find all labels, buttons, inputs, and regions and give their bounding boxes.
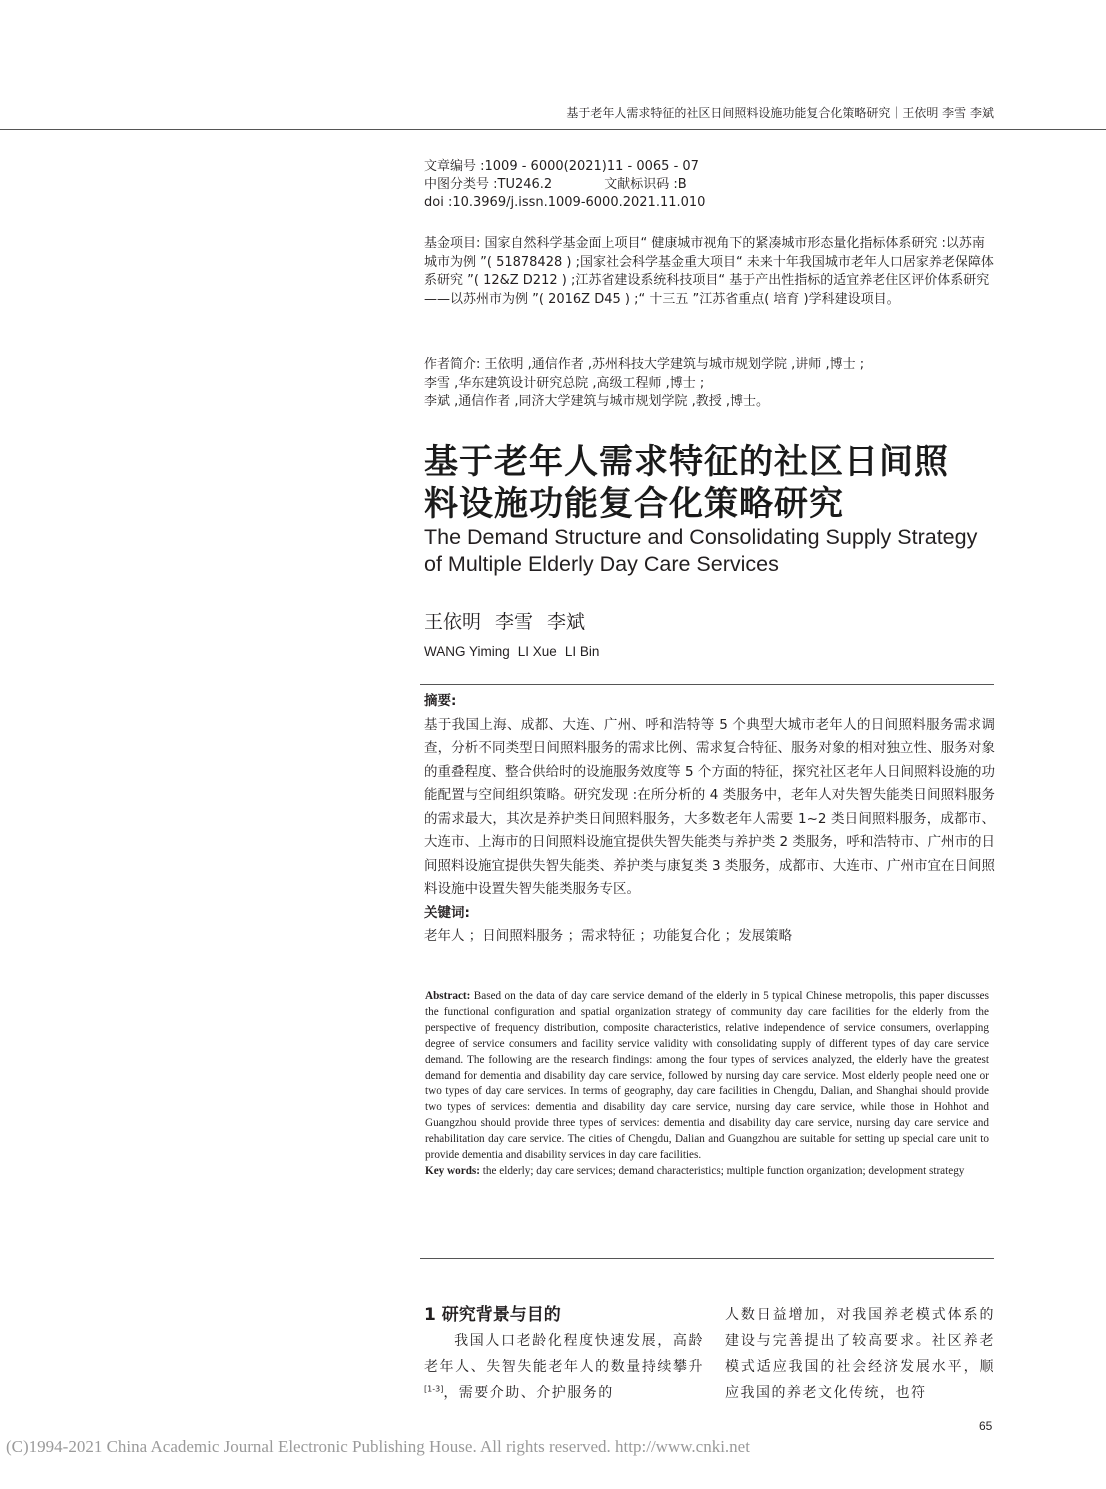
author-name-en: LI Bin	[564, 644, 600, 659]
keywords-en: the elderly; day care services; demand characteristics; multiple function organization; development strategy	[482, 1164, 965, 1177]
author-name-zh: 李斌	[547, 611, 586, 633]
body-text-b: ，需要介助、介护服务的	[443, 1385, 614, 1401]
author-bios	[424, 356, 995, 412]
page-number: 65	[979, 1419, 993, 1433]
author-name-en: WANG Yiming	[424, 644, 510, 659]
author-name-zh: 王依明	[424, 611, 482, 633]
classification-row	[424, 176, 995, 194]
keywords-zh: 老年人 ；日间照料服务 ；需求特征 ；功能复合化 ；发展策略	[424, 928, 793, 944]
abstract-en-label: Abstract:	[425, 990, 471, 1002]
doi: doi :10.3969/j.issn.1009-6000.2021.11.010	[424, 195, 706, 210]
author-name-en: LI Xue	[517, 644, 557, 659]
body-text-a: 我国人口老龄化程度快速发展，高龄老年人、失智失能老年人的数量持续攀升	[424, 1333, 704, 1375]
running-header: 基于老年人需求特征的社区日间照料设施功能复合化策略研究｜王依明 李雪 李斌	[566, 106, 994, 120]
copyright-watermark: (C)1994-2021 China Academic Journal Electronic Publishing House. All rights reserved. http://www.cnki.net	[6, 1437, 750, 1456]
abstract-top-rule	[420, 684, 994, 685]
keywords-en-paragraph	[425, 1164, 989, 1180]
abstract-zh	[424, 690, 995, 949]
keywords-en-label: Key words:	[425, 1164, 480, 1177]
abstract-zh-text: 基于我国上海、成都、大连、广州、呼和浩特等 5 个典型大城市老年人的日间照料服务需求调查，分析不同类型日间照料服务的需求比例、需求复合特征、服务对象的相对独立性、服务对象的重叠程度、整合供给时的设施服务效度等 5 个方面的特征，探究社区老年人日间照料设施的功能配置与空间组织策略。研究发现 :在所分析的 4 类服务中，老年人对失智失能类日间照料服务的需求最大，其次是养护类日间照料服务，大多数老年人需要 1~2 类日间照料服务，成都市、大连市、上海市的日间照料设施宜提供失智失能类与养护类 2 类服务，呼和浩特市、广州市的日间照料设施宜提供失智失能类、养护类与康复类 3 类服务，成都市、大连市、广州市宜在日间照料设施中设置失智失能类服务专区。	[424, 716, 995, 897]
article-meta	[424, 158, 995, 212]
body-text-right-column: 人数日益增加，对我国养老模式体系的建设与完善提出了较高要求。社区养老模式适应我国的社会经济发展水平，顺应我国的养老文化传统，也符	[725, 1307, 995, 1401]
body-text-left-column	[424, 1328, 704, 1406]
abstract-bottom-rule	[420, 1258, 994, 1259]
author-bio-3: 李斌 ,通信作者 ,同济大学建筑与城市规划学院 ,教授 ,博士。	[424, 394, 770, 410]
author-byline-en	[424, 643, 995, 661]
citation-ref: [1-3]	[424, 1384, 444, 1394]
article-number: 文章编号 :1009 - 6000(2021)11 - 0065 - 07	[424, 159, 699, 174]
document-code: 文献标识码 :B	[604, 177, 687, 192]
author-bio-1: 作者简介: 王依明 ,通信作者 ,苏州科技大学建筑与城市规划学院 ,讲师 ,博士 ;	[424, 357, 865, 372]
abstract-en-paragraph	[425, 989, 989, 1164]
paper-title-en	[424, 524, 995, 578]
author-byline-zh	[424, 610, 995, 634]
author-name-zh: 李雪	[495, 611, 534, 633]
clc-number: 中图分类号 :TU246.2	[424, 177, 553, 192]
title-en-line-2: of Multiple Elderly Day Care Services	[424, 552, 779, 576]
abstract-en	[425, 989, 989, 1180]
funding-note: 基金项目: 国家自然科学基金面上项目“ 健康城市视角下的紧凑城市形态量化指标体系研究 :以苏南城市为例 ”( 51878428 ) ;国家社会科学基金重大项目“ 未来十年我国城市老年人口居家养老保障体系研究 ”( 12&Z D212 ) ;江苏省建设系统科技项目“ 基于产出性指标的适宜养老住区评价体系研究——以苏州市为例 ”( 2016Z D45 ) ;“ 十三五 ”江苏省重点( 培育 )学科建设项目。	[424, 236, 994, 307]
author-bio-2: 李雪 ,华东建筑设计研究总院 ,高级工程师 ,博士 ;	[424, 375, 705, 391]
title-zh-line-2: 料设施功能复合化策略研究	[424, 484, 844, 524]
section-heading: 1 研究背景与目的	[424, 1305, 561, 1325]
abstract-en-text: Based on the data of day care service demand of the elderly in 5 typical Chinese metropolis, this paper discusses the functional configuration and spatial organization strategy of community day care facilities for the elderly from the perspective of frequency distribution, composite characteristics, relative independence of service consumers, overlapping degree of service consumers and facility service validity with consolidating supply of different types of day care service demand. The following are the research findings: among the four types of services analyzed, the elderly have the greatest demand for dementia and disability day care service, followed by nursing day care service. Most elderly people need one or two types of day care services. In terms of geography, day care facilities in Chengdu, Dalian, and Shanghai should provide two types of services: dementia and disability day care service, nursing day care service, while those in Hohhot and Guangzhou should provide three types of services: dementia and disability day care service, nursing day care service and rehabilitation day care service. The cities of Chengdu, Dalian and Guangzhou are suitable for setting up special care unit to provide dementia and disability services in day care facilities.	[425, 990, 990, 1162]
keywords-zh-label: 关键词:	[424, 904, 470, 921]
title-zh-line-1: 基于老年人需求特征的社区日间照	[424, 442, 949, 482]
abstract-zh-label: 摘要:	[424, 693, 457, 709]
paper-title-zh	[424, 441, 995, 525]
title-en-line-1: The Demand Structure and Consolidating Supply Strategy	[424, 525, 978, 549]
header-rule	[0, 129, 1106, 130]
